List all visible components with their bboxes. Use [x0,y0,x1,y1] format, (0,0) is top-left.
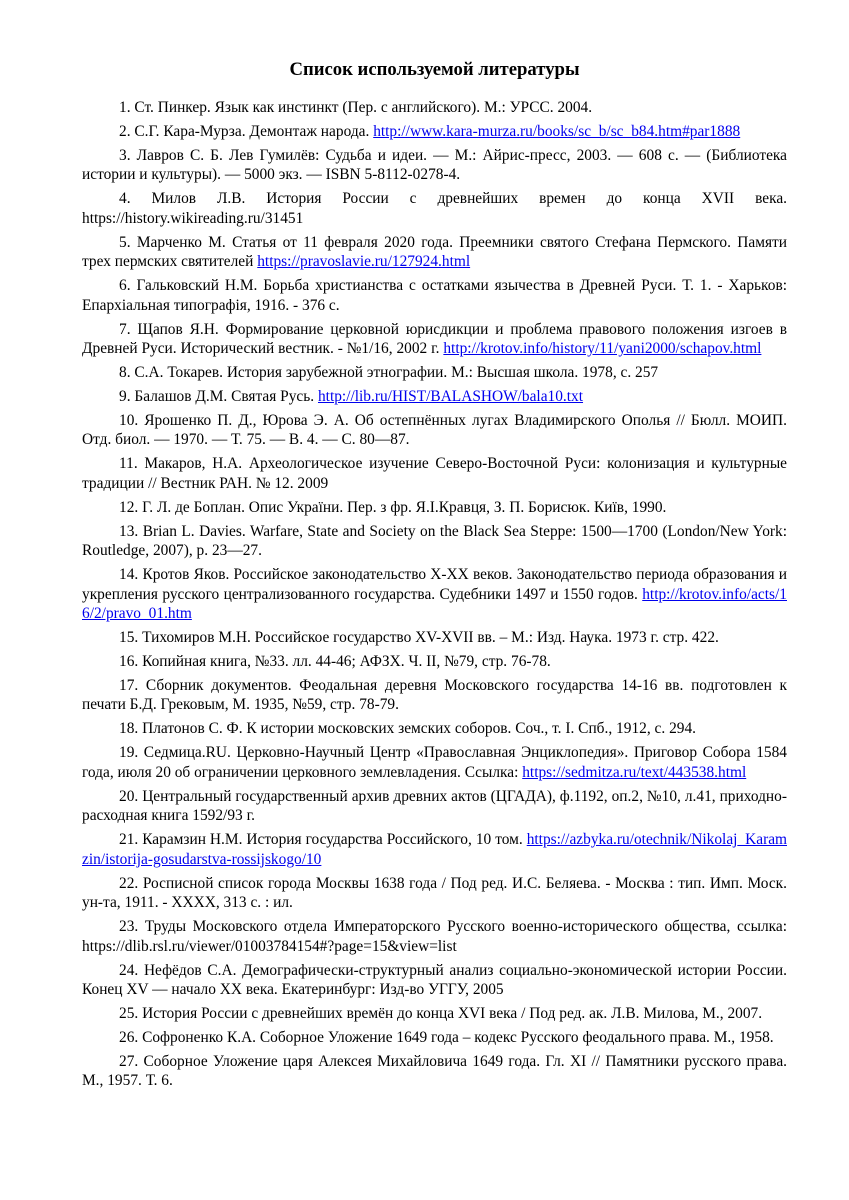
reference-item [82,961,787,1000]
reference-text: 21. Карамзин Н.М. История государства Российского, 10 том. [119,831,527,849]
reference-text: 25. История России с древнейших времён до конца XVI века / Под ред. ак. Л.В. Милова, М., 2007. [119,1004,763,1022]
reference-text: 4. Милов Л.В. История России с древнейших времен до конца XVII века. https://history.wikireading.ru/31451 [82,190,787,227]
reference-text: 18. Платонов С. Ф. К истории московских земских соборов. Соч., т. I. Спб., 1912, с. 294. [119,720,696,738]
reference-text: 14. Кротов Яков. Российское законодательство X-XX веков. Законодательство периода образования и укрепления русского централизованного государства. Судебники 1497 и 1550 годов. [82,566,787,603]
reference-link[interactable]: http://krotov.info/acts/16/2/pravo_01.htm [82,585,787,623]
reference-text: 22. Росписной список города Москвы 1638 года / Под ред. И.С. Беляева. - Москва : тип. Имп. Моск. ун-та, 1911. - XXXX, 313 с. : ил. [82,874,787,912]
reference-item [82,719,787,738]
reference-item [82,363,787,382]
reference-link[interactable]: http://krotov.info/history/11/yani2000/schapov.html [443,340,762,358]
reference-item [82,411,787,450]
reference-text: 10. Ярошенко П. Д., Юрова Э. А. Об остепнённых лугах Владимирского Ополья // Бюлл. МОИП. Отд. биол. — 1970. — Т. 75. — В. 4. — С. 80—87. [82,412,787,449]
reference-item [82,743,787,782]
reference-item [82,1004,787,1023]
reference-item [82,628,787,647]
reference-link[interactable]: https://azbyka.ru/otechnik/Nikolaj_Karamzin/istorija-gosudarstva-rossijskogo/10 [82,831,787,868]
reference-link[interactable]: http://lib.ru/HIST/BALASHOW/bala10.txt [317,388,584,406]
reference-item [82,652,787,671]
reference-item [82,454,787,493]
reference-text: 13. Brian L. Davies. Warfare, State and Society on the Black Sea Steppe: 1500—1700 (London/New York: Routledge, 2007), p. 23—27. [82,522,787,560]
reference-item [82,498,787,517]
reference-item [82,917,787,956]
reference-item [82,276,787,315]
reference-text: 3. Лавров С. Б. Лев Гумилёв: Судьба и идеи. — М.: Айрис-пресс, 2003. — 608 с. — (Библиотека истории и культуры). — 5000 экз. — ISBN 5-8112-0278-4. [82,147,787,184]
reference-item [82,522,787,561]
reference-text: 17. Сборник документов. Феодальная деревня Московского государства 14-16 вв. подготовлен к печати Б.Д. Грековым, М. 1935, №59, стр. 78-79. [82,677,787,714]
reference-link[interactable]: https://sedmitza.ru/text/443538.html [522,763,747,781]
reference-item [82,565,787,623]
reference-item [82,1028,787,1047]
reference-item [82,787,787,826]
reference-item [82,146,787,185]
reference-text: 15. Тихомиров М.Н. Российское государство XV-XVII вв. – М.: Изд. Наука. 1973 г. стр. 422. [119,629,719,647]
reference-item [82,98,787,117]
reference-text: 11. Макаров, Н.А. Археологическое изучение Северо-Восточной Руси: колонизация и культурные традиции // Вестник РАН. № 12. 2009 [82,455,787,492]
reference-link[interactable]: http://www.kara-murza.ru/books/sc_b/sc_b84.htm#par1888 [373,123,741,140]
reference-text: 5. Марченко М. Статья от 11 февраля 2020 года. Преемники святого Стефана Пермского. Памяти трех пермских святителей [82,233,787,271]
reference-item [82,1052,787,1091]
reference-item [82,320,787,359]
reference-text: 19. Седмица.RU. Церковно-Научный Центр «Православная Энциклопедия». Приговор Собора 1584 года, июля 20 об ограничении церковного землевладения. Ссылка: [82,744,787,781]
reference-list [82,98,787,1091]
reference-item [82,189,787,228]
reference-text: 2. С.Г. Кара-Мурза. Демонтаж народа. [119,123,374,140]
reference-link[interactable]: https://pravoslavie.ru/127924.html [257,253,471,271]
reference-text: 7. Щапов Я.Н. Формирование церковной юрисдикции и проблема правового положения изгоев в Древней Руси. Исторический вестник. - №1/16, 2002 г. [82,320,787,358]
reference-item [82,874,787,913]
reference-text: 1. Ст. Пинкер. Язык как инстинкт (Пер. с английского). М.: УРСС. 2004. [119,99,593,116]
document-page [82,58,787,1095]
reference-text: 20. Центральный государственный архив древних актов (ЦГАДА), ф.1192, оп.2, №10, л.41, приходно-расходная книга 1592/93 г. [82,787,787,825]
reference-text: 6. Гальковский Н.М. Борьба христианства с остатками язычества в Древней Руси. Т. 1. - Харьков: Епархіальная типографія, 1916. - 376 с. [82,277,787,314]
reference-text: 26. Софроненко К.А. Соборное Уложение 1649 года – кодекс Русского феодального права. М., 1958. [119,1028,774,1046]
reference-text: 23. Труды Московского отдела Императорского Русского военно-исторического общества, ссылка: https://dlib.rsl.ru/viewer/01003784154#?page=15&view=list [82,918,787,955]
reference-text: 9. Балашов Д.М. Святая Русь. [119,388,318,406]
page-title: Список используемой литературы [289,59,580,80]
reference-text: 27. Соборное Уложение царя Алексея Михайловича 1649 года. Гл. XI // Памятники русского права. М., 1957. Т. 6. [82,1052,787,1090]
reference-item [82,676,787,715]
reference-item [82,233,787,272]
reference-text: 24. Нефёдов С.А. Демографически-структурный анализ социально-экономической истории России. Конец XV — начало XX века. Екатеринбург: Изд-во УГГУ, 2005 [82,961,787,998]
reference-text: 16. Копийная книга, №33. лл. 44-46; АФЗХ. Ч. II, №79, стр. 76-78. [119,653,551,671]
reference-text: 8. С.А. Токарев. История зарубежной этнографии. М.: Высшая школа. 1978, с. 257 [119,364,659,382]
reference-item [82,122,787,141]
reference-item [82,387,787,406]
reference-item [82,830,787,869]
reference-text: 12. Г. Л. де Боплан. Опис України. Пер. з фр. Я.І.Кравця, З. П. Борисюк. Київ, 1990. [119,498,667,516]
